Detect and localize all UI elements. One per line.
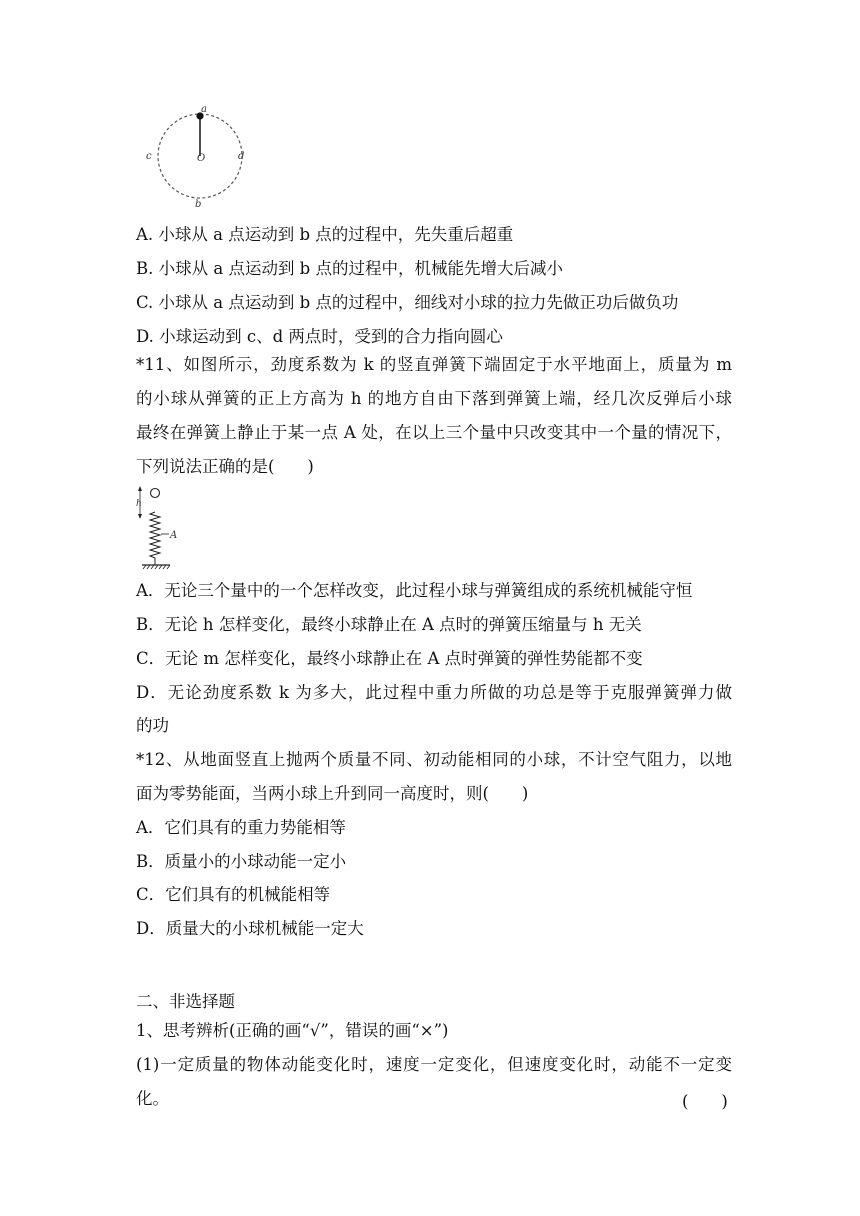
q12-option-c: C．它们具有的机械能相等 (136, 885, 331, 904)
q11-option-d-line-1: D．无论劲度系数 k 为多大，此过程中重力所做的功总是等于克服弹簧弹力做 (136, 683, 732, 702)
q12-option-d: D．质量大的小球机械能一定大 (136, 919, 364, 938)
q11-stem-line-3: 最终在弹簧上静止于某一点 A 处，在以上三个量中只改变其中一个量的情况下， (136, 423, 732, 442)
q11-option-a: A．无论三个量中的一个怎样改变，此过程小球与弹簧组成的系统机械能守恒 (136, 581, 693, 600)
q11-option-b: B．无论 h 怎样变化，最终小球静止在 A 点时的弹簧压缩量与 h 无关 (136, 615, 642, 634)
q10-option-c: C. 小球从 a 点运动到 b 点的过程中，细线对小球的拉力先做正功后做负功 (136, 293, 679, 312)
label-h: h (136, 499, 142, 509)
q12-stem-line-1: *12、从地面竖直上抛两个质量不同、初动能相同的小球，不计空气阻力，以地 (136, 750, 732, 769)
q10-option-d: D. 小球运动到 c、d 两点时，受到的合力指向圆心 (136, 327, 503, 346)
section-2-title: 二、非选择题 (136, 992, 235, 1011)
spring-coil (150, 512, 160, 565)
q10-option-a: A. 小球从 a 点运动到 b 点的过程中，先失重后超重 (136, 225, 514, 244)
label-d: d (238, 151, 245, 162)
ball (151, 489, 160, 498)
section-2-item-1-line-2: 化。 (136, 1089, 169, 1108)
q12-stem-line-2: 面为零势能面，当两小球上升到同一高度时，则( ) (136, 784, 529, 803)
circular-motion-figure (140, 104, 260, 208)
h-arrow-bottom (138, 514, 142, 519)
spring-figure (134, 482, 184, 572)
q11-option-d-line-2: 的功 (136, 716, 169, 735)
label-o: O (197, 153, 206, 164)
q11-stem-line-1: *11、如图所示，劲度系数为 k 的竖直弹簧下端固定于水平地面上，质量为 m (136, 355, 732, 374)
label-a: a (201, 104, 207, 115)
h-arrow-top (138, 486, 142, 491)
section-2-item-1-line-1: (1)一定质量的物体动能变化时，速度一定变化，但速度变化时，动能不一定变 (136, 1055, 732, 1074)
q12-option-a: A．它们具有的重力势能相等 (136, 818, 346, 837)
section-2-q1-title: 1、思考辨析(正确的画“√”，错误的画“×”) (136, 1021, 449, 1040)
q11-option-c: C．无论 m 怎样变化，最终小球静止在 A 点时弹簧的弹性势能都不变 (136, 649, 643, 668)
q10-option-b: B. 小球从 a 点运动到 b 点的过程中，机械能先增大后减小 (136, 259, 563, 278)
label-c: c (146, 151, 152, 162)
q12-option-b: B．质量小的小球动能一定小 (136, 852, 347, 871)
label-A: A (170, 530, 178, 541)
answer-blank[interactable]: ( ) (682, 1092, 728, 1111)
label-b: b (195, 199, 202, 208)
q11-stem-line-4: 下列说法正确的是( ) (136, 457, 314, 476)
q11-stem-line-2: 的小球从弹簧的正上方高为 h 的地方自由下落到弹簧上端，经几次反弹后小球 (136, 389, 732, 408)
